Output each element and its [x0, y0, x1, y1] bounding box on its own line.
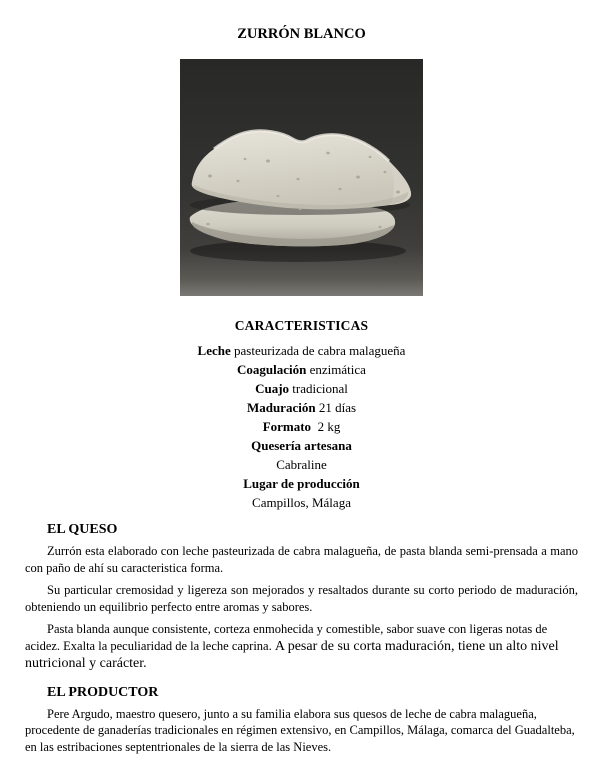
characteristic-row-queseria — [25, 436, 578, 455]
characteristic-value: 21 días — [315, 400, 357, 415]
characteristic-value: tradicional — [289, 381, 348, 396]
cheese-paragraph-3-emphasis: A pesar de su corta maduración, tiene un alto nivel nutricional y carácter. — [25, 638, 559, 671]
characteristic-value: Cabraline — [276, 457, 327, 472]
characteristic-row-coagulacion — [25, 360, 578, 379]
producer-paragraph: Pere Argudo, maestro quesero, junto a su familia elabora sus quesos de leche de cabra malagueña, procedente de ganaderías tradicionales en régimen extensivo, en Campillos, Málaga, comarca del Guadalteba, en las estribaciones septentrionales de la sierra de las Nieves. — [25, 706, 575, 754]
characteristic-row-leche — [25, 341, 578, 360]
cheese-paragraph-3-start: Pasta blanda aunque consistente, corteza enmohecida y comestible, sabor suave con ligeras notas de acidez. Exalta la peculiaridad de la leche caprina. — [25, 622, 548, 653]
section-heading-el-queso: EL QUESO — [47, 522, 118, 537]
characteristic-label: Leche — [197, 343, 231, 358]
characteristic-row-maduracion — [25, 398, 578, 417]
section-heading-el-productor: EL PRODUCTOR — [47, 684, 159, 700]
characteristics-heading: CARACTERISTICAS — [234, 318, 369, 333]
characteristic-label: Formato — [262, 419, 312, 434]
characteristic-label: Quesería artesana — [251, 438, 352, 453]
characteristic-label: Cuajo — [255, 381, 290, 396]
characteristic-value: enzimática — [306, 362, 366, 377]
characteristic-value: Campillos, Málaga — [252, 495, 351, 510]
cheese-paragraph-2: Su particular cremosidad y ligereza son mejorados y resaltados durante su corto periodo de maduración, obteniendo un equilibrio perfecto entre aromas y sabores. — [25, 583, 578, 614]
characteristic-row-cabraline — [25, 455, 578, 474]
characteristic-label: Maduración — [246, 400, 316, 415]
cheese-photo — [25, 59, 578, 296]
characteristic-label: Lugar de producción — [243, 476, 360, 491]
characteristic-row-campillos — [25, 493, 578, 512]
cheese-photo-image — [180, 59, 423, 296]
characteristic-row-formato — [25, 417, 578, 436]
characteristic-row-cuajo — [25, 379, 578, 398]
cheese-paragraph-3 — [25, 621, 578, 673]
characteristic-value: 2 kg — [311, 419, 341, 434]
characteristic-value: pasteurizada de cabra malagueña — [230, 343, 406, 358]
cheese-paragraph-1: Zurrón esta elaborado con leche pasteurizada de cabra malagueña, de pasta blanda semi-prensada a mano con paño de ahí su caracteristica forma. — [25, 544, 578, 575]
characteristic-row-lugar — [25, 474, 578, 493]
characteristic-label: Coagulación — [237, 362, 307, 377]
characteristics-list — [25, 341, 578, 512]
page-title: ZURRÓN BLANCO — [237, 26, 366, 42]
